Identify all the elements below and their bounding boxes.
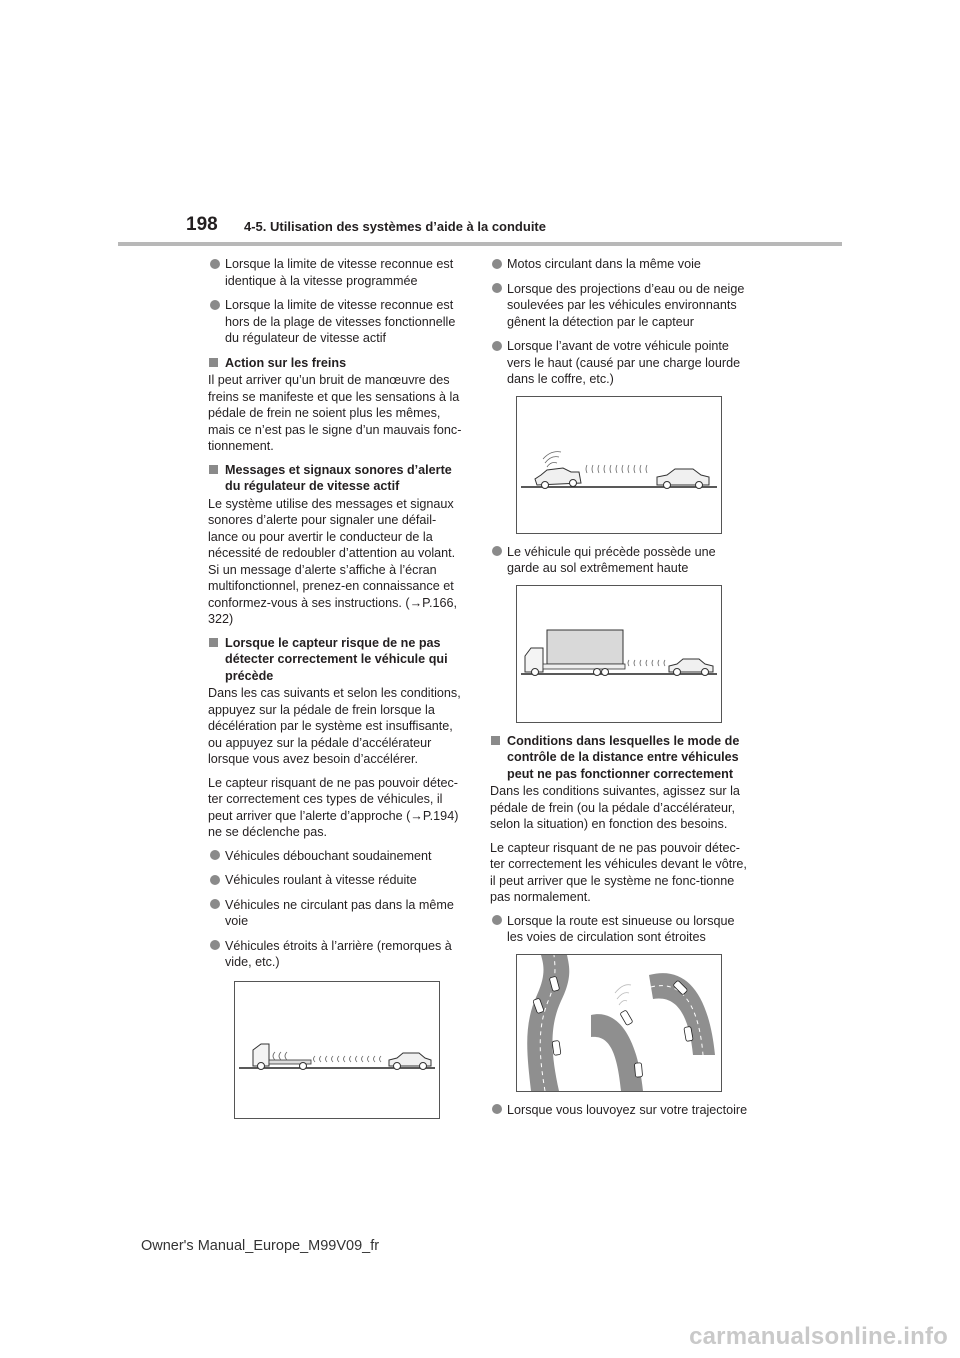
manual-name: Owner's Manual_Europe_M99V09_fr <box>140 1238 380 1254</box>
bullet-icon <box>210 875 220 885</box>
page-header <box>0 0 960 250</box>
bullet-icon <box>210 259 220 269</box>
illustration-winding-roads <box>516 954 722 1092</box>
illustration-trailer <box>234 981 440 1119</box>
left-column <box>208 256 466 1129</box>
page-number: 198 <box>186 214 218 235</box>
header-rule <box>118 242 842 246</box>
bullet-icon <box>210 300 220 310</box>
list-item: Lorsque la limite de vitesse reconnue est hors de la plage de vitesses fonctionnelle du régulateur de vitesse actif <box>208 297 466 347</box>
paragraph: Il peut arriver qu’un bruit de manœuvre des freins se manifeste et que les sensations à la pédale de frein ne soient plus les mêmes, mais ce n’est pas le signe d’un mauvais fonc-tionnement. <box>208 373 462 453</box>
watermark[interactable]: carmanualsonline.info <box>689 1323 948 1350</box>
list-item: Lorsque la limite de vitesse reconnue est identique à la vitesse programmée <box>208 256 466 289</box>
heading-warnings: Messages et signaux sonores d’alerte du régulateur de vitesse actif <box>208 462 466 495</box>
square-bullet-icon <box>209 465 218 474</box>
paragraph: Le capteur risquant de ne pas pouvoir détec-ter correctement ces types de véhicules, il peut arriver que l’alerte d’approche (→P.194) ne se déclenche pas. <box>208 775 459 839</box>
bullet-icon <box>492 546 502 556</box>
heading-sensor: Lorsque le capteur risque de ne pas détecter correctement le véhicule qui précède <box>208 635 466 685</box>
page-footer <box>0 1238 960 1254</box>
list-item: Motos circulant dans la même voie <box>490 256 748 273</box>
bullet-icon <box>210 850 220 860</box>
bullet-icon <box>492 915 502 925</box>
section-title: 4-5. Utilisation des systèmes d’aide à la conduite <box>244 219 546 234</box>
right-column <box>490 256 748 1126</box>
heading-brakes: Action sur les freins <box>208 355 466 372</box>
bullet-icon <box>210 940 220 950</box>
heading-distance-mode: Conditions dans lesquelles le mode de contrôle de la distance entre véhicules peut ne pas fonctionner correctement <box>490 733 748 783</box>
bullet-icon <box>492 283 502 293</box>
paragraph: Le système utilise des messages et signaux sonores d’alerte pour signaler une défail-lance ou pour avertir le conducteur de la nécessité de redoubler d’attention au volant. Si un message d’alerte s’affiche à l’écran multifonctionnel, prenez-en connaissance et conformez-vous à ses instructions. (→P.166, 322) <box>208 496 457 626</box>
list-item: Lorsque l’avant de votre véhicule pointe vers le haut (causé par une charge lourde dans le coffre, etc.) <box>490 338 748 388</box>
list-item: Véhicules débouchant soudainement <box>208 848 466 865</box>
paragraph: Le capteur risquant de ne pas pouvoir détec-ter correctement les véhicules devant le vôtre, il peut arriver que le système ne fonc-tionne pas normalement. <box>490 840 747 904</box>
list-item: Le véhicule qui précède possède une garde au sol extrêmement haute <box>490 544 748 577</box>
paragraph: Dans les conditions suivantes, agissez sur la pédale de frein (ou la pédale d’accélérateur, selon la situation) en fonction des besoins. <box>490 784 740 831</box>
square-bullet-icon <box>491 736 500 745</box>
bullet-icon <box>210 899 220 909</box>
bullet-icon <box>492 259 502 269</box>
bullet-icon <box>492 341 502 351</box>
list-item: Lorsque des projections d’eau ou de neige soulevées par les véhicules environnants gênent la détection par le capteur <box>490 281 748 331</box>
square-bullet-icon <box>209 358 218 367</box>
illustration-nose-up <box>516 396 722 534</box>
illustration-high-clearance <box>516 585 722 723</box>
list-item: Lorsque la route est sinueuse ou lorsque les voies de circulation sont étroites <box>490 913 748 946</box>
list-item: Véhicules roulant à vitesse réduite <box>208 872 466 889</box>
paragraph: Dans les cas suivants et selon les conditions, appuyez sur la pédale de frein lorsque la décélération par le système est insuffisante, ou appuyez sur la pédale d’accélérateur lorsque vous avez besoin d’accélérer. <box>208 686 461 766</box>
list-item: Véhicules étroits à l’arrière (remorques à vide, etc.) <box>208 938 466 971</box>
square-bullet-icon <box>209 638 218 647</box>
list-item: Véhicules ne circulant pas dans la même voie <box>208 897 466 930</box>
bullet-icon <box>492 1104 502 1114</box>
list-item: Lorsque vous louvoyez sur votre trajectoire <box>490 1102 748 1119</box>
